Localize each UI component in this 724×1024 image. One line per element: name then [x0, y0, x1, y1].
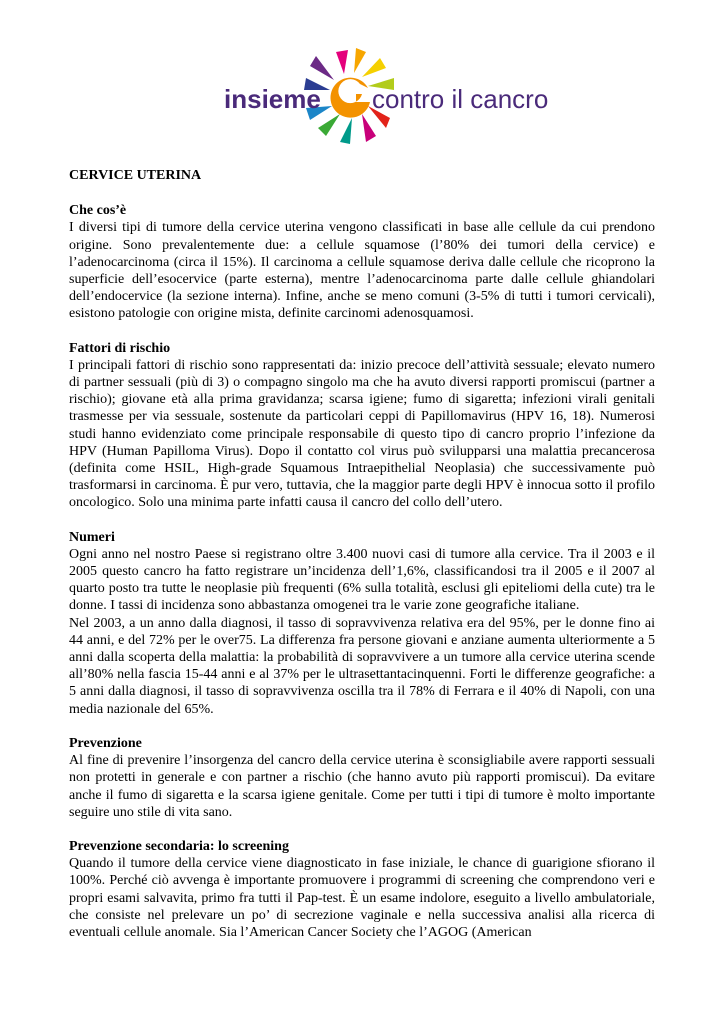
section-prevenzione — [69, 735, 655, 821]
section-prevenzione-secondaria — [69, 838, 655, 941]
section-paragraph: Quando il tumore della cervice viene diagnosticato in fase iniziale, le chance di guarigione sfiorano il 100%. Perché ciò avvenga è importante promuovere i programmi di screening che comprendono veri e propri esami salvavita, primo fra tutti il Pap-test. È un esame indolore, eseguito a livello ambulatoriale, che consiste nel prelevare un po’ di secrezione vaginale e nella successiva analisi alla ricerca di eventuali cellule anomale. Sia l’American Cancer Society che l’AGOG (American — [69, 856, 655, 940]
section-paragraph: Nel 2003, a un anno dalla diagnosi, il tasso di sopravvivenza relativa era del 95%, per le donne fino ai 44 anni, e del 72% per le over75. La differenza fra persone giovani e anziane aumenta ulteriormente a 5 anni dalla scoperta della malattia: la probabilità di sopravvivere a un tumore alla cervice uterina scende all’80% nella fascia 15-44 anni e al 37% per le ultrasettantacinquenni. Forti le differenze geografiche: a 5 anni dalla diagnosi, il tasso di sopravvivenza oscilla tra il 78% di Ferrara e il 40% di Napoli, con una media nazionale del 65%. — [69, 615, 655, 717]
section-heading: Numeri — [69, 529, 115, 545]
section-heading: Che cos’è — [69, 203, 127, 219]
logo — [222, 40, 549, 150]
section-paragraph: I principali fattori di rischio sono rappresentati da: inizio precoce dell’attività sessuale; elevato numero di partner sessuali (più di 3) o compagno singolo ma che ha avuto diversi rapporti promiscui (partner a rischio); giovane età alla prima gravidanza; scarsa igiene; fumo di sigaretta; infezioni virali genitali trasmesse per via sessuale, sostenute da particolari ceppi di Papillomavirus (HPV 16, 18). Numerosi studi hanno evidenziato come principale responsabile di questo tipo di cancro proprio l’infezione da HPV (Human Papilloma Virus). Dopo il contatto col virus può svilupparsi una malattia precancerosa (definita come HSIL, High-grade Squamous Intraepithelial Neoplasia) che successivamente può trasformarsi in carcinoma. È pur vero, tuttavia, che la maggior parte degli HPV è innocua sotto il profilo oncologico. Solo una minima parte infatti causa il cancro del collo dell’utero. — [69, 357, 655, 511]
section-paragraph: Al fine di prevenire l’insorgenza del cancro della cervice uterina è sconsigliabile avere rapporti sessuali non protetti in generale e con partner a rischio (che hanno avuto più rapporti promiscui). Da evitare anche il fumo di sigaretta e la scarsa igiene genitale. Come per tutti i tipi di tumore è molto importante seguire uno stile di vita sano. — [69, 753, 655, 820]
section-heading: Prevenzione — [69, 735, 142, 751]
section-paragraph: I diversi tipi di tumore della cervice uterina vengono classificati in base alle cellule da cui prendono origine. Sono prevalentemente due: a cellule squamose (l’80% dei tumori della cervice) e l’adenocarcinoma (circa il 15%). Il carcinoma a cellule squamose deriva dalle cellule che ricoprono la superficie dell’esocervice (parte esterna), mentre l’adenocarcinoma parte dalle cellule ghiandolari dell’endocervice (la sezione interna). Infine, anche se meno comuni (3-5% di tutti i tumori cervicali), esistono patologie con origine mista, definite carcinomi adenosquamosi. — [69, 220, 655, 322]
section-paragraph: Ogni anno nel nostro Paese si registrano oltre 3.400 nuovi casi di tumore alla cervice. Tra il 2003 e il 2005 questo cancro ha fatto registrare un’incidenza dell’1,6%, classificandosi tra il 2005 e il 2007 al quarto posto tra tutte le neoplasie più frequenti (6% sulla totalità, esclusi gli epiteliomi della cute) tra le donne. I tassi di incidenza sono abbastanza omogenei tra le varie zone geografiche italiane. — [69, 546, 655, 614]
sun-g-logo-icon — [222, 40, 549, 150]
section-che-cose — [69, 202, 655, 322]
section-heading: Prevenzione secondaria: lo screening — [69, 838, 289, 854]
document-body — [69, 160, 655, 958]
logo-word-right: contro il cancro — [372, 84, 549, 114]
section-fattori-di-rischio — [69, 340, 655, 512]
section-heading: Fattori di rischio — [69, 340, 171, 356]
logo-word-left: insieme — [224, 84, 321, 114]
section-numeri — [69, 529, 655, 718]
document-title: CERVICE UTERINA — [69, 168, 202, 183]
